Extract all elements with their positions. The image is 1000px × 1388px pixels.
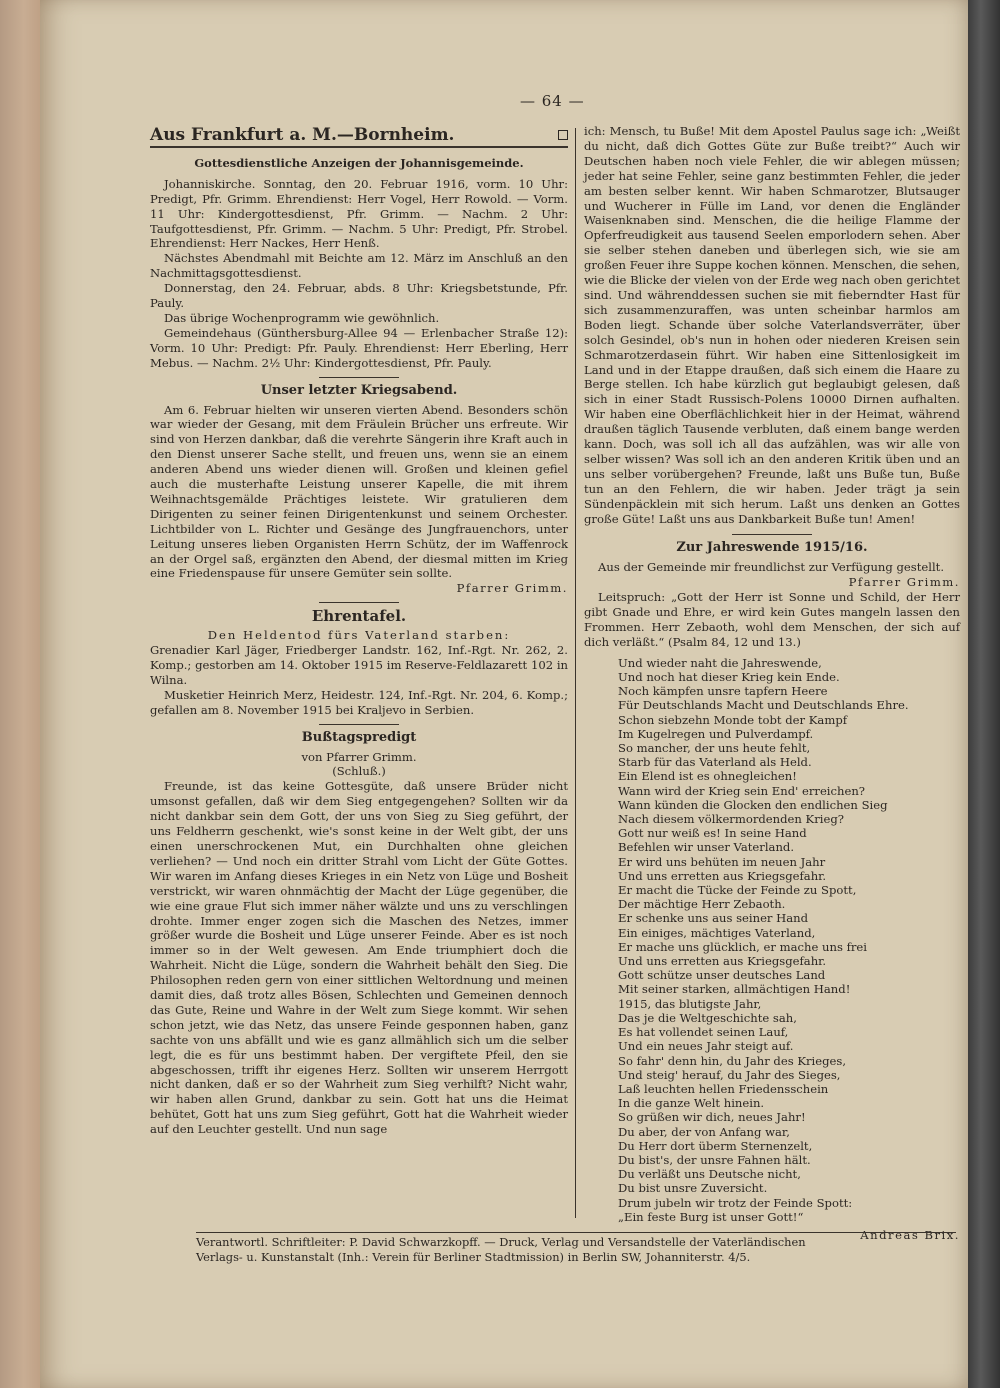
poem-line: Und noch hat dieser Krieg kein Ende.	[618, 670, 840, 685]
poem-line: Noch kämpfen unsre tapfern Heere	[618, 684, 828, 699]
services-paragraph: Nächstes Abendmahl mit Beichte am 12. März im Anschluß an den Nachmittagsgottesdienst.	[150, 251, 568, 281]
poem-line: Starb für das Vaterland als Held.	[618, 755, 812, 770]
kriegsabend-signature	[150, 581, 568, 596]
busstag-text-continued: ich: Mensch, tu Buße! Mit dem Apostel Paulus sage ich: „Weißt du nicht, daß dich Gottes Güte zur Buße treibt?“ Auch wir Deutschen haben noch viele Fehler, die wir ablegen müssen; jeder hat seine Fehler, seine ganz bestimmten Fehler, die jeder am besten selber kennt. Wir haben Schmarotzer, Blutsauger und Wucherer in Fülle im Land, vor denen die Engländer Waisenknaben sind. Menschen, die die heilige Flamme der Opferfreudigkeit aus tausend Seelen emporlodern sehen. Aber sie selber stehen daneben und überlegen sich, wie sie am großen Feuer ihre Suppe kochen können. Menschen, die sehen, wie die Blicke der vielen von der Erde weg nach oben gerichtet sind. Und währenddessen suchen sie mit fieberndter Hast für sich zusammenzuraffen, was unten scheinbar harmlos am Boden liegt. Schande über solche Vaterlandsverräter, über solch Gesindel, ob's nun in hohen oder niederen Kreisen sein Schmarotzerdasein führt. Wir haben eine Sittenlosigkeit im Land und in der Etappe draußen, daß sich einem die Haare zu Berge stellen. Ich habe kürzlich gut beglaubigt gelesen, daß sich in einer Stadt Russisch-Polens 10000 Dirnen aufhalten. Wir haben eine Oberflächlichkeit hier in der Heimat, während draußen täglich Tausende verbluten, daß einem bange werden kann. Doch, was soll ich all das aufzählen, was wir alle von selber wissen? Was soll ich an den anderen Kritik üben und an uns selber vorübergehen? Freunde, laßt uns Buße tun, Buße tun an den Fehlern, die wir haben. Jeder trägt ja sein Sündenpäcklein mit sich herum. Laßt uns denken an Gottes große Güte! Laßt uns aus Dankbarkeit Buße tun! Amen!	[584, 124, 960, 526]
imprint-footer	[196, 1232, 956, 1265]
poem-line: Im Kugelregen und Pulverdampf.	[618, 726, 814, 741]
poem-line: Du bist unsre Zuversicht.	[618, 1181, 768, 1196]
busstag-author: von Pfarrer Grimm.	[301, 749, 417, 764]
ehrentafel-intro: Den Heldentod fürs Vaterland starben:	[207, 628, 511, 643]
poem-line: Schon siebzehn Monde tobt der Kampf	[618, 712, 848, 727]
poem-line: Du aber, der von Anfang war,	[618, 1124, 790, 1139]
jahreswende-intro: Aus der Gemeinde mir freundlichst zur Verfügung gestellt.	[598, 560, 945, 575]
ehrentafel-heading: Ehrentafel.	[311, 607, 407, 626]
poem-line: Ein Elend ist es ohnegleichen!	[618, 769, 797, 784]
section-title	[150, 125, 568, 148]
ehrentafel-entry: Grenadier Karl Jäger, Friedberger Landstr. 162, Inf.-Rgt. Nr. 262, 2. Komp.; gestorben am 14. Oktober 1915 im Reserve-Feldlazarett 102 in Wilna.	[150, 643, 568, 687]
separator-rule	[319, 377, 399, 378]
poem-line: Und uns erretten aus Kriegsgefahr.	[618, 868, 827, 883]
left-column	[150, 125, 568, 1228]
poem-line: So grüßen wir dich, neues Jahr!	[618, 1110, 806, 1125]
busstag-continuation: (Schluß.)	[332, 764, 386, 779]
signature-text: Pfarrer Grimm.	[456, 581, 568, 596]
book-binding	[0, 0, 40, 1388]
square-ornament-icon	[558, 130, 568, 140]
poem-line: Nach diesem völkermordenden Krieg?	[618, 812, 844, 827]
poem-line: Das je die Weltgeschichte sah,	[618, 1010, 797, 1025]
poem-line: So mancher, der uns heute fehlt,	[618, 741, 811, 756]
poem-line: Er schenke uns aus seiner Hand	[618, 911, 809, 926]
poem-line: Du verläßt uns Deutsche nicht,	[618, 1167, 801, 1182]
poem-line: Für Deutschlands Macht und Deutschlands Ehre.	[618, 698, 909, 713]
poem-line: Und uns erretten aus Kriegsgefahr.	[618, 954, 827, 969]
poem-line: Ein einiges, mächtiges Vaterland,	[618, 925, 816, 940]
kriegsabend-text: Am 6. Februar hielten wir unseren vierten Abend. Besonders schön war wieder der Gesang, mit dem Fräulein Brücher uns erfreute. Wir sind von Herzen dankbar, daß die verehrte Sängerin ihre Kraft auch in den Dienst unserer Sache stellt, und freuen uns, wenn sie an einem anderen Abend uns wieder dienen will. Großen und kleinen gefiel auch die musterhafte Leistung unserer Kapelle, die mit ihrem Weihnachtsgemälde Prächtiges leistete. Wir gratulieren dem Dirigenten zu seiner feinen Dirigentenkunst und seinem Orchester. Lichtbilder von L. Richter und Gesänge des Jungfrauenchors, unter Leitung unseres lieben Organisten Herrn Schütz, der im Waffenrock an der Orgel saß, ergänzten den Abend, der diesmal mitten im Krieg eine Friedenspause für unsere Gemüter sein sollte.	[150, 402, 568, 581]
page-number: — 64 —	[520, 92, 585, 110]
poem-line: Gott schütze unser deutsches Land	[618, 968, 826, 983]
poem-line: Und steig' herauf, du Jahr des Sieges,	[618, 1067, 841, 1082]
poem-line: „Ein feste Burg ist unser Gott!“	[618, 1209, 804, 1224]
poem-line: So fahr' denn hin, du Jahr des Krieges,	[618, 1053, 847, 1068]
poem-line: Befehlen wir unser Vaterland.	[618, 840, 795, 855]
column-divider	[575, 128, 576, 1218]
services-paragraph: Donnerstag, den 24. Februar, abds. 8 Uhr: Kriegsbetstunde, Pfr. Pauly.	[150, 281, 568, 311]
leitspruch: Leitspruch: „Gott der Herr ist Sonne und Schild, der Herr gibt Gnade und Ehre, er wird kein Gutes mangeln lassen den Frommen. Herr Zebaoth, wohl dem Menschen, der sich auf dich verläßt.“ (Psalm 84, 12 und 13.)	[584, 590, 960, 649]
busstag-heading: Bußtagspredigt	[301, 729, 417, 745]
poem-line: Laß leuchten hellen Friedensschein	[618, 1081, 829, 1096]
busstag-text: Freunde, ist das keine Gottesgüte, daß unsere Brüder nicht umsonst gefallen, daß wir dem Sieg entgegengehen? Sollten wir da nicht dankbar sein dem Gott, der uns von Sieg zu Sieg geführt, der uns Feldherrn geschenkt, wie's sonst keine in der Welt gibt, der uns einen unerschrockenen Mut, ein Durchhalten ohne gleichen verliehen? — Und noch ein dritter Strahl vom Licht der Güte Gottes. Wir waren im Anfang dieses Krieges in ein Netz von Lüge und Bosheit verstrickt, wir waren ohnmächtig der Macht der Lüge gegenüber, die wie eine graue Flut sich immer näher wälzte und uns zu verschlingen drohte. Immer enger zogen sich die Maschen des Netzes, immer größer wurde die Bosheit und Lüge unserer Feinde. Aber es ist noch immer so in der Welt gewesen. Am Ende triumphiert doch die Wahrheit. Nicht die Lüge, sondern die Wahrheit behält den Sieg. Die Philosophen reden gern von einer sittlichen Weltordnung und meinen damit dies, daß trotz alles Bösen, Schlechten und Gemeinen dennoch das Gute, Reine und Wahre in der Welt zum Siege kommt. Wir sehen schon jetzt, wie das Netz, das unsere Feinde gesponnen haben, ganz sachte von uns abfällt und wie es ganz allmählich sich um die selber legt, die es für uns bestimmt haben. Der vergiftete Pfeil, den sie abgeschossen, trifft ihr eigenes Herz. Sollten wir unserem Herrgott nicht danken, daß er so der Wahrheit zum Sieg verhilft? Nicht wahr, wir haben allen Grund, dankbar zu sein. Gott hat uns die Heimat behütet, Gott hat uns zum Sieg geführt, Gott hat die Wahrheit wieder auf den Leuchter gestellt. Und nun sage	[150, 779, 568, 1137]
jahreswende-heading: Zur Jahreswende 1915/16.	[676, 540, 868, 556]
jahreswende-intro-signature	[584, 575, 960, 590]
separator-rule	[319, 724, 399, 725]
services-paragraph: Gemeindehaus (Günthersburg-Allee 94 — Erlenbacher Straße 12): Vorm. 10 Uhr: Predigt: Pfr. Pauly. Ehrendienst: Herr Eberling, Herr Mebus. — Nachm. 2½ Uhr: Kindergottesdienst, Pfr. Pauly.	[150, 325, 568, 370]
separator-rule	[732, 534, 812, 535]
poem-line: Es hat vollendet seinen Lauf,	[618, 1025, 789, 1040]
right-column	[584, 124, 960, 1242]
poem-line: Du bist's, der unsre Fahnen hält.	[618, 1152, 811, 1167]
signature-text: Pfarrer Grimm.	[848, 575, 960, 590]
poem-line: Wann künden die Glocken den endlichen Sieg	[618, 797, 888, 812]
book-edge	[968, 0, 1000, 1388]
poem-line: Wann wird der Krieg sein End' erreichen?	[618, 783, 866, 798]
poem-line: Du Herr dort überm Sternenzelt,	[618, 1138, 813, 1153]
poem-line: Der mächtige Herr Zebaoth.	[618, 897, 786, 912]
signature-text: Andreas Brix.	[860, 1227, 960, 1242]
poem-line: Und wieder naht die Jahreswende,	[618, 655, 822, 670]
poem-line: Er mache uns glücklich, er mache uns frei	[618, 939, 868, 954]
poem-line: Gott nur weiß es! In seine Hand	[618, 826, 807, 841]
separator-rule	[319, 602, 399, 603]
poem-line: Er wird uns behüten im neuen Jahr	[618, 854, 826, 869]
poem-line: Mit seiner starken, allmächtigen Hand!	[618, 982, 851, 997]
services-heading: Gottesdienstliche Anzeigen der Johannisgemeinde.	[194, 155, 524, 170]
kriegsabend-heading: Unser letzter Kriegsabend.	[260, 382, 458, 398]
services-paragraph: Johanniskirche. Sonntag, den 20. Februar 1916, vorm. 10 Uhr: Predigt, Pfr. Grimm. Ehrendienst: Herr Vogel, Herr Rowold. — Vorm. 11 Uhr: Kindergottesdienst, Pfr. Grimm. — Nachm. 2 Uhr: Taufgottesdienst, Pfr. Grimm. — Nachm. 5 Uhr: Predigt, Pfr. Strobel. Ehrendienst: Herr Nackes, Herr Henß.	[150, 176, 568, 251]
poem-line: 1915, das blutigste Jahr,	[618, 996, 762, 1011]
poem-line: In die ganze Welt hinein.	[618, 1096, 765, 1111]
poem	[618, 656, 960, 1224]
imprint-line-2: Verlags- u. Kunstanstalt (Inh.: Verein für Berliner Stadtmission) in Berlin SW, Johanniterstr. 4/5.	[196, 1250, 751, 1264]
poem-line: Er macht die Tücke der Feinde zu Spott,	[618, 883, 857, 898]
poem-line: Und ein neues Jahr steigt auf.	[618, 1039, 794, 1054]
ehrentafel-entry: Musketier Heinrich Merz, Heidestr. 124, Inf.-Rgt. Nr. 204, 6. Komp.; gefallen am 8. November 1915 bei Kraljevo in Serbien.	[150, 687, 568, 717]
services-paragraph: Das übrige Wochenprogramm wie gewöhnlich.	[164, 310, 440, 325]
section-title-text: Aus Frankfurt a. M.—Bornheim.	[150, 125, 455, 145]
imprint-line-1: Verantwortl. Schriftleiter: P. David Schwarzkopff. — Druck, Verlag und Versandstelle der Vaterländischen	[196, 1235, 806, 1249]
poem-line: Drum jubeln wir trotz der Feinde Spott:	[618, 1195, 853, 1210]
